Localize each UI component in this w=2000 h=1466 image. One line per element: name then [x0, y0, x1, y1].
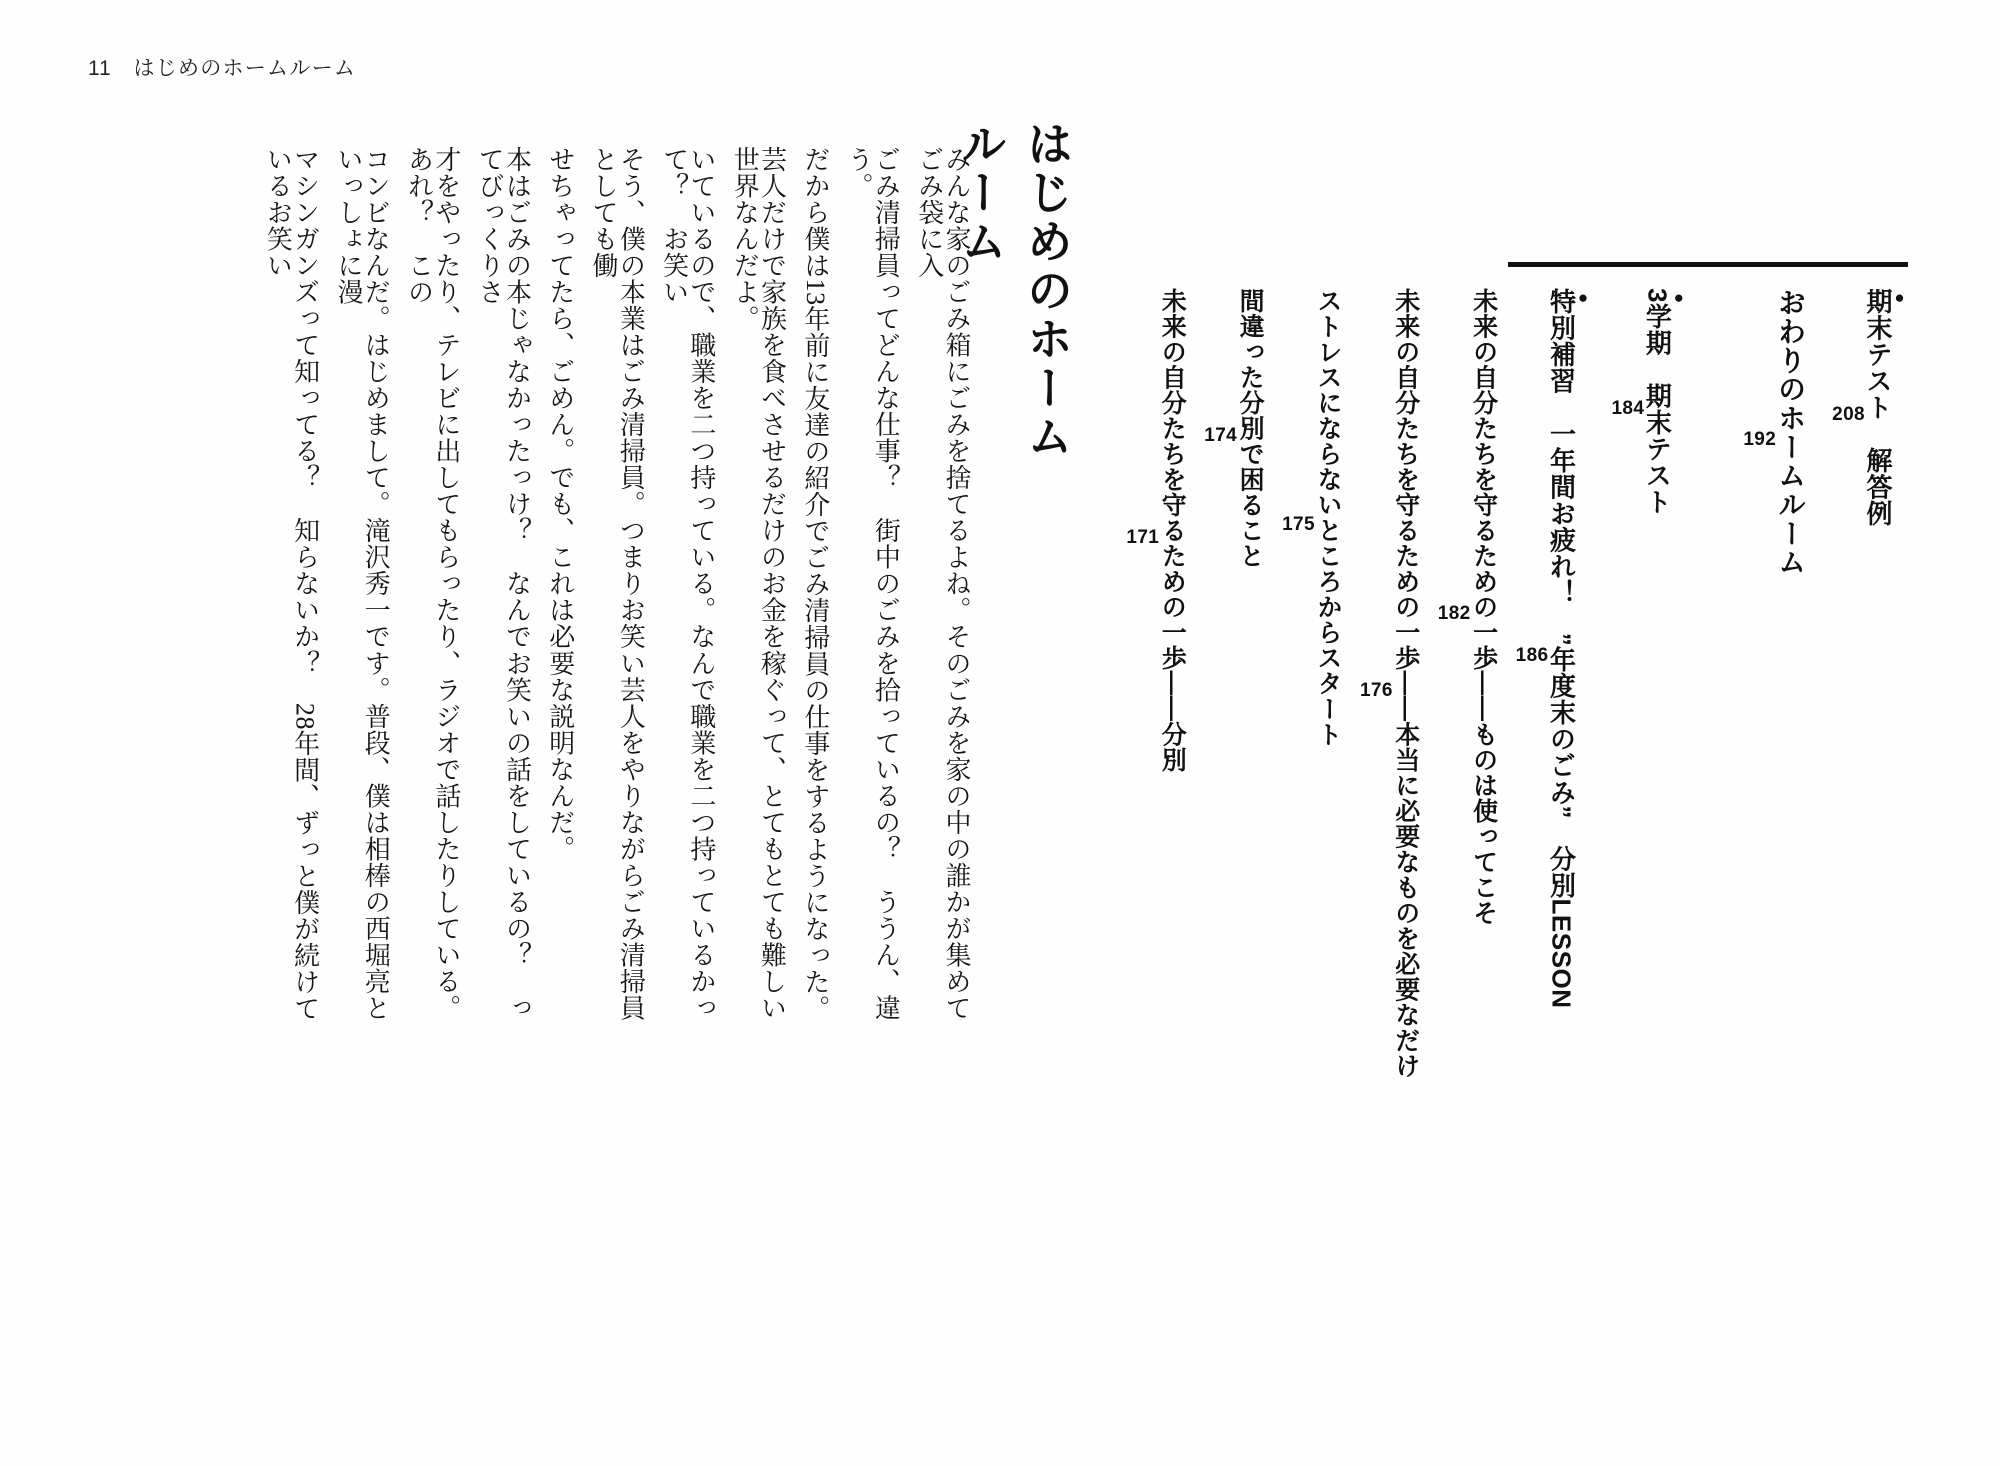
bullet-icon: ●	[1890, 288, 1909, 308]
bullet-icon: ●	[1669, 288, 1689, 308]
running-head-title: はじめのホームルーム	[133, 57, 357, 80]
body-line: 才をやったり、テレビに出してもらったり、ラジオで話したりしている。あれ？ この	[404, 146, 461, 1022]
table-of-contents	[1126, 262, 1909, 1242]
body-line: ごみ清掃員ってどんな仕事？ 街中のごみを拾っているの？ ううん、違う。	[844, 146, 901, 1022]
toc-entry-page: 192	[1743, 428, 1777, 450]
body-line: みんな家のごみ箱にごみを捨てるよね。そのごみを家の中の誰かが集めてごみ袋に入	[914, 146, 971, 1022]
toc-entry-list	[1106, 288, 1908, 1218]
body-line: マシンガンズって知ってる？ 知らないか？ 28年間、ずっと僕が続けているお笑い	[263, 146, 320, 1022]
toc-entry-label: 未来の自分たちを守るための一歩――分別	[1158, 288, 1187, 773]
toc-entry-label: 間違った分別で困ること	[1236, 288, 1265, 569]
toc-entry-label: 未来の自分たちを守るための一歩――本当に必要なものを必要なだけ	[1391, 288, 1420, 1079]
body-line: コンビなんだ。はじめまして。滝沢秀一です。普段、僕は相棒の西堀亮といっしょに漫	[333, 146, 391, 1022]
toc-entry-label: ストレスにならないところからスタート	[1313, 288, 1342, 747]
toc-section-entry[interactable]	[1611, 288, 1687, 515]
toc-entry[interactable]	[1360, 288, 1418, 1079]
toc-entry-label: 未来の自分たちを守るための一歩――ものは使ってこそ	[1469, 288, 1498, 926]
toc-entry-page: 186	[1515, 644, 1549, 666]
toc-chapter-entry[interactable]	[1743, 288, 1807, 577]
toc-entry-page: 171	[1126, 526, 1160, 548]
toc-entry-page: 174	[1204, 424, 1238, 446]
toc-entry-label: おわりのホームルーム	[1775, 288, 1807, 577]
toc-entry[interactable]	[1438, 288, 1496, 926]
body-line: いているので、職業を二つ持っている。なんで職業を二つ持っているかって？ お笑い	[659, 146, 716, 1022]
chapter-opener	[60, 120, 1080, 1120]
body-text	[248, 146, 970, 1046]
toc-entry-page: 175	[1282, 514, 1315, 535]
chapter-title: はじめのホームルーム	[955, 120, 1073, 462]
toc-top-rule	[1508, 262, 1908, 267]
toc-section-entry[interactable]	[1516, 288, 1592, 1009]
toc-section-entry[interactable]	[1832, 288, 1908, 527]
toc-entry-page: 182	[1437, 603, 1471, 625]
page-folio: 11	[88, 57, 112, 80]
body-line: 芸人だけで家族を食べさせるだけのお金を稼ぐって、とてもとても難しい世界なんだよ。	[730, 146, 787, 1022]
toc-entry-page: 208	[1832, 403, 1865, 425]
body-line: せちゃってたら、ごめん。でも、これは必要な説明なんだ。	[545, 146, 575, 863]
body-line: だから僕は13年前に友達の紹介でごみ清掃員の仕事をするようになった。	[800, 146, 830, 1022]
toc-entry-label: 特別補習 一年間お疲れ！ ”年度末のごみ” 分別LESSON	[1546, 288, 1577, 1009]
running-head	[88, 52, 356, 82]
toc-entry-label: 3学期 期末テスト	[1642, 288, 1673, 516]
bullet-icon: ●	[1573, 288, 1593, 308]
toc-entry-page: 184	[1611, 398, 1645, 420]
toc-entry[interactable]	[1282, 288, 1340, 747]
body-line: 本はごみの本じゃなかったっけ？ なんでお笑いの話をしているの？ ってびっくりさ	[475, 146, 532, 1022]
body-line: そう、僕の本業はごみ清掃員。つまりお笑い芸人をやりながらごみ清掃員としても働	[589, 146, 646, 1022]
toc-entry[interactable]	[1126, 288, 1187, 773]
toc-entry-page: 176	[1359, 679, 1393, 701]
toc-entry[interactable]	[1204, 288, 1265, 569]
toc-entry-label: 期末テスト 解答例	[1863, 288, 1893, 527]
